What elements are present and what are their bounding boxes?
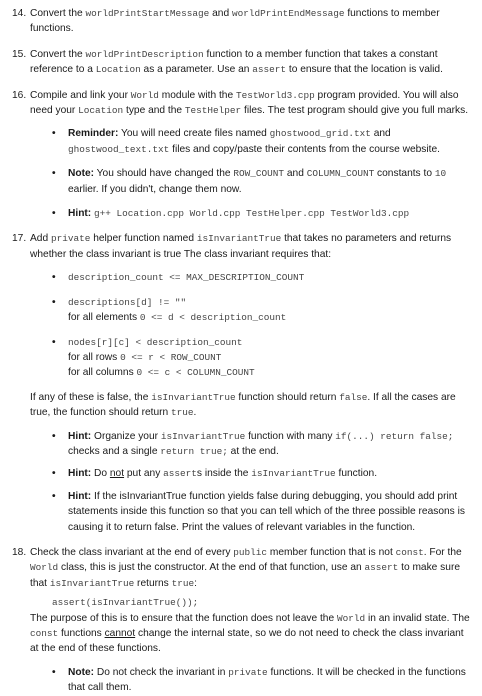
code-text: false: [339, 391, 368, 403]
code-text: private: [228, 666, 268, 678]
code-text: return true;: [160, 445, 228, 457]
bullet-hint: [30, 429, 470, 460]
instruction-14: [12, 6, 470, 37]
body-text: :: [194, 577, 197, 589]
code-text: COLUMN_COUNT: [306, 168, 375, 180]
body-text: and: [370, 128, 391, 140]
label-text: Reminder:: [68, 128, 119, 140]
bullet-icon: •: [52, 128, 56, 140]
body-text: change the internal state, so we do not need to check the class invariant at the end of these functions.: [30, 628, 464, 655]
body-text: as a parameter. Use an: [140, 64, 253, 76]
item-text: [30, 47, 470, 78]
code-text: TestHelper: [184, 105, 242, 117]
invariant-condition: [30, 335, 470, 381]
note-list: [30, 665, 470, 696]
code-text: Location: [78, 105, 124, 117]
bullet-note: [30, 166, 470, 197]
body-text: put any: [124, 468, 164, 480]
body-text: Convert the: [30, 48, 86, 60]
label-text: Hint:: [68, 208, 92, 220]
body-text: helper function named: [90, 233, 197, 245]
instruction-15: [12, 47, 470, 78]
invariant-condition: [30, 295, 470, 326]
emphasis-text: not: [109, 468, 125, 480]
code-text: 0 <= d < description_count: [139, 312, 287, 324]
bullet-icon: •: [52, 168, 56, 180]
code-text: private: [50, 233, 91, 245]
body-text: function to a member function that takes a constant reference to a: [30, 48, 438, 76]
body-text: files and copy/paste their contents from the course website.: [169, 143, 440, 155]
code-text: 0 <= r < ROW_COUNT: [120, 351, 222, 363]
label-text: Hint:: [68, 468, 92, 480]
body-text: Do not check the invariant in: [94, 666, 229, 678]
code-text: const: [30, 628, 59, 639]
bullet-reminder: [30, 126, 470, 157]
body-text: at the end.: [227, 445, 279, 457]
bullet-hint: [30, 466, 470, 481]
code-text: ghostwood_text.txt: [68, 143, 170, 155]
item-number: 17.: [12, 233, 27, 245]
body-text: You should have changed the: [94, 168, 234, 180]
body-text: .: [193, 407, 197, 419]
item-number: 18.: [12, 546, 27, 558]
code-text: World: [30, 562, 59, 574]
item-text: [30, 88, 470, 119]
body-text: and: [284, 168, 307, 180]
body-text: Organize your: [91, 430, 161, 442]
body-text: member function that is not: [267, 546, 396, 558]
bullet-hint: [30, 206, 470, 221]
body-text: functions. It will be checked in the functions that call them.: [68, 666, 466, 694]
body-text: earlier. If you didn't, change them now.: [68, 183, 242, 195]
code-text: descriptions[d] != "": [68, 296, 187, 308]
code-text: Location: [95, 64, 141, 76]
code-text: World: [336, 612, 366, 624]
instruction-16: [12, 88, 470, 222]
bullet-list: [30, 126, 470, 221]
label-text: Note:: [68, 666, 95, 678]
emphasis-text: cannot: [104, 628, 136, 639]
body-text: for all elements: [68, 312, 140, 324]
hint-list: [30, 429, 470, 535]
bullet-icon: •: [52, 430, 56, 442]
instruction-17: [12, 231, 470, 535]
code-text: 0 <= c < COLUMN_COUNT: [136, 367, 255, 379]
body-text: Check the class invariant at the end of every: [30, 546, 234, 558]
body-text: . If all the cases are true, the function should return: [30, 391, 456, 419]
code-text: worldPrintDescription: [85, 48, 204, 60]
body-text: Compile and link your: [30, 89, 131, 101]
body-text: Do: [91, 468, 110, 480]
code-text: true: [171, 407, 194, 419]
body-text: for all rows: [68, 351, 121, 363]
item-text: [30, 545, 470, 591]
code-text: const: [395, 546, 424, 558]
code-text: World: [130, 89, 159, 101]
item-followup-text: [30, 390, 470, 421]
code-text: worldPrintEndMessage: [231, 8, 345, 19]
body-text: The purpose of this is to ensure that the function does not leave the: [30, 612, 337, 624]
bullet-hint: [30, 489, 470, 535]
bullet-icon: •: [52, 296, 56, 308]
bullet-icon: •: [52, 468, 56, 480]
instruction-18: [12, 545, 470, 696]
code-snippet: assert(isInvariantTrue());: [52, 597, 199, 609]
body-text: function.: [335, 468, 378, 480]
body-text: returns: [134, 577, 172, 589]
body-text: for all columns: [68, 367, 137, 379]
label-text: Hint:: [68, 490, 92, 502]
code-text: assert: [252, 64, 287, 76]
body-text: and: [209, 8, 232, 19]
item-followup-text: [30, 611, 470, 657]
body-text: to ensure that the location is valid.: [286, 64, 443, 76]
body-text: . For the: [423, 546, 462, 558]
item-number: 15.: [12, 48, 27, 60]
code-text: isInvariantTrue: [251, 468, 336, 480]
code-text: isInvariantTrue: [49, 577, 135, 589]
label-text: Hint:: [68, 430, 92, 442]
code-text: true: [171, 577, 195, 589]
item-number: 14.: [12, 8, 27, 19]
code-text: worldPrintStartMessage: [85, 8, 210, 19]
invariant-list: [30, 270, 470, 380]
body-text: If any of these is false, the: [30, 391, 152, 403]
code-text: isInvariantTrue: [151, 391, 236, 403]
code-text: ROW_COUNT: [233, 168, 285, 180]
body-text: functions: [58, 628, 105, 639]
bullet-icon: •: [52, 208, 56, 220]
body-text: You will need create files named: [118, 128, 270, 140]
body-text: to make sure that: [30, 562, 460, 589]
code-text: assert: [364, 562, 399, 574]
label-text: Note:: [68, 168, 95, 180]
code-text: if(...) return false;: [335, 430, 454, 442]
body-text: in an invalid state. The: [365, 612, 470, 624]
code-text: public: [233, 546, 268, 558]
code-text: nodes[r][c] < description_count: [68, 336, 243, 348]
bullet-icon: •: [52, 490, 56, 502]
item-text: [30, 231, 470, 262]
bullet-icon: •: [52, 336, 56, 348]
code-text: g++ Location.cpp World.cpp TestHelper.cpp TestWorld3.cpp: [94, 208, 410, 220]
body-text: Convert the: [30, 8, 86, 19]
code-text: ghostwood_grid.txt: [269, 128, 371, 140]
code-text: isInvariantTrue: [196, 233, 282, 245]
body-text: that takes no parameters and returns whether the class invariant is true The class invariant requires that:: [30, 233, 452, 260]
bullet-icon: •: [52, 666, 56, 678]
body-text: function should return: [235, 391, 340, 403]
bullet-note: [30, 665, 470, 696]
body-text: function with many: [245, 430, 336, 442]
code-text: assert: [163, 468, 197, 480]
body-text: functions to member functions.: [30, 8, 440, 35]
body-text: checks and a single: [68, 445, 161, 457]
invariant-condition: [30, 270, 470, 285]
body-text: program provided. You will also need your: [30, 89, 459, 117]
body-text: type and the: [123, 105, 185, 117]
code-text: 10: [434, 168, 447, 180]
body-text: If the isInvariantTrue function yields false during debugging, you should add print statements inside this function so that you can tell which of the three possible reasons is causing it to return false. Print the values of relevant variables in the function.: [68, 490, 465, 533]
body-text: module with the: [158, 89, 236, 101]
body-text: s inside the: [196, 468, 252, 480]
code-text: isInvariantTrue: [160, 430, 246, 442]
body-text: constants to: [374, 168, 435, 180]
code-text: TestWorld3.cpp: [235, 89, 315, 101]
item-number: 16.: [12, 89, 27, 101]
body-text: Add: [30, 233, 51, 245]
body-text: class, this is just the constructor. At the end of that function, use an: [58, 562, 365, 574]
bullet-icon: •: [52, 272, 56, 284]
code-text: description_count <= MAX_DESCRIPTION_COUNT: [68, 272, 305, 284]
body-text: files. The test program should give you full marks.: [241, 105, 469, 117]
item-text: [30, 6, 470, 37]
